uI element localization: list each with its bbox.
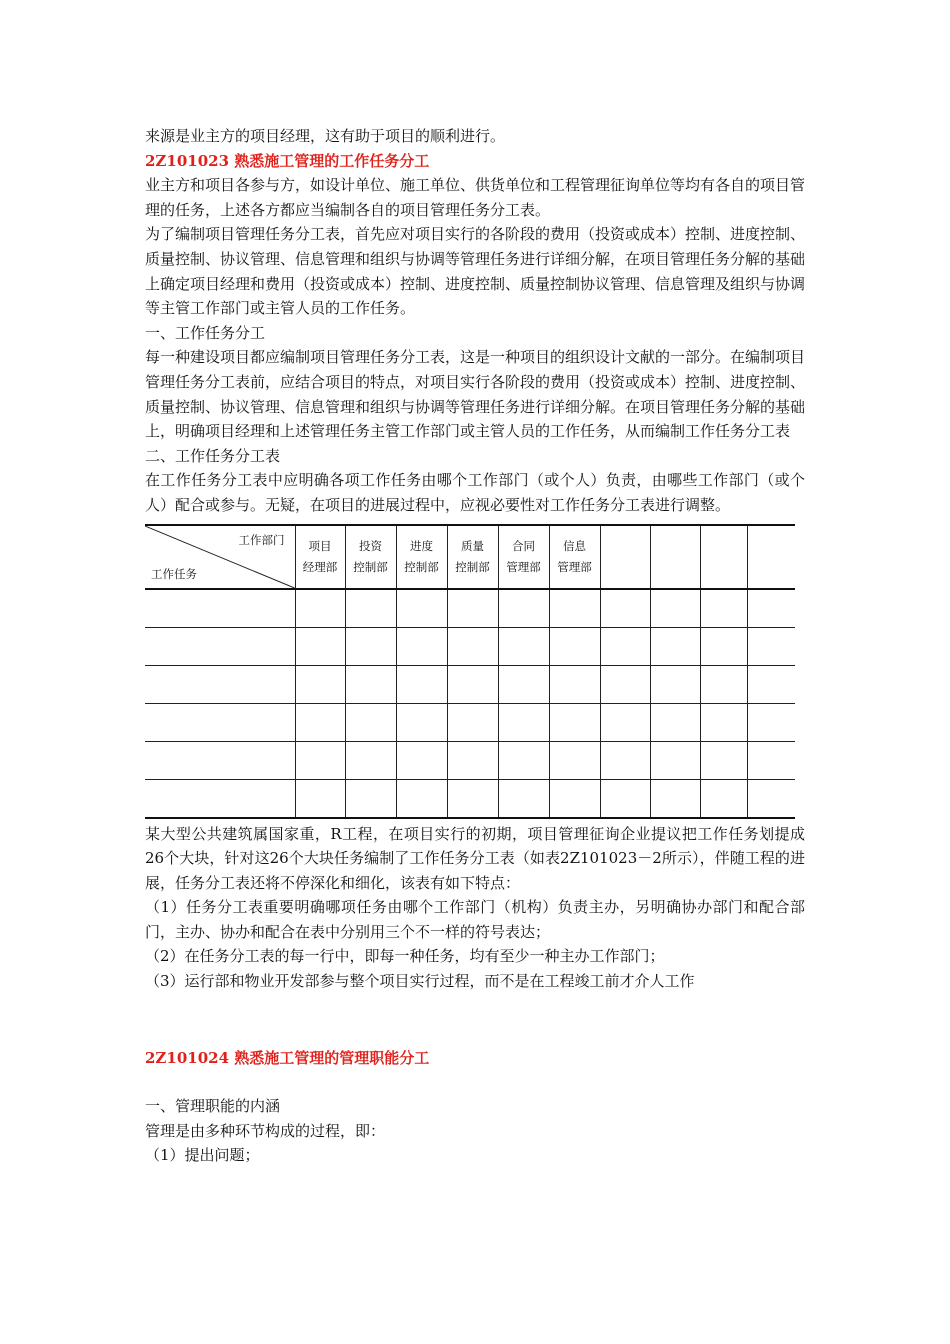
table-cell (145, 741, 295, 779)
table-cell (345, 589, 396, 628)
table-cell (145, 779, 295, 818)
table-cell (145, 589, 295, 628)
table-cell (600, 703, 650, 741)
column-header-cell (498, 525, 549, 589)
table-cell (600, 741, 650, 779)
table-cell (747, 665, 795, 703)
table-cell (498, 779, 549, 818)
column-header-cell (295, 525, 345, 589)
column-header-cell (549, 525, 600, 589)
table-cell (600, 627, 650, 665)
column-header-cell (600, 525, 650, 589)
table-cell (396, 627, 447, 665)
list-item: （2）在任务分工表的每一行中，即每一种任务，均有至少一种主办工作部门； (145, 947, 665, 966)
table-cell (295, 741, 345, 779)
column-header-cell (345, 525, 396, 589)
subheading: 一、管理职能的内涵 (145, 1097, 281, 1116)
task-division-table (145, 524, 795, 820)
column-header-line: 控制部 (455, 559, 490, 574)
table-cell (498, 589, 549, 628)
subheading: 二、工作任务分工表 (145, 446, 281, 465)
table-cell (700, 589, 747, 628)
table-cell (600, 665, 650, 703)
table-cell (396, 703, 447, 741)
column-header-cell (447, 525, 498, 589)
column-header-line: 项目 (308, 538, 332, 553)
table-cell (396, 589, 447, 628)
table-cell (345, 665, 396, 703)
table-cell (396, 741, 447, 779)
paragraph: 某大型公共建筑属国家重，R工程，在项目实行的初期，项目管理征询企业提议把工作任务划提成26个大块，针对这26个大块任务编制了工作任务分工表（如表2Z101023－2所示），伴随工程的进展，任务分工表还将不停深化和细化，该表有如下特点： (145, 824, 805, 892)
table-cell (600, 589, 650, 628)
table-cell (650, 741, 700, 779)
table-cell (549, 665, 600, 703)
table-cell (747, 589, 795, 628)
list-item: （1）任务分工表重要明确哪项任务由哪个工作部门（机构）负责主办，另明确协办部门和配合部门，主办、协办和配合在表中分别用三个不一样的符号表达； (145, 898, 805, 941)
table-cell (498, 703, 549, 741)
table-cell (447, 741, 498, 779)
table-cell (498, 627, 549, 665)
corner-header-bottom: 工作任务 (151, 566, 197, 581)
table-cell (447, 665, 498, 703)
paragraph: 管理是由多种环节构成的过程，即： (145, 1121, 386, 1140)
column-header-label (397, 536, 447, 578)
section-heading: 2Z101023 熟悉施工管理的工作任务分工 (145, 151, 430, 170)
table-row (145, 665, 795, 703)
column-header-label (346, 536, 396, 578)
column-header-line: 信息 (563, 538, 586, 553)
table-cell (650, 779, 700, 818)
table-cell (447, 779, 498, 818)
table-cell (345, 779, 396, 818)
table-cell (650, 703, 700, 741)
table-cell (345, 703, 396, 741)
document-page (145, 124, 805, 1168)
table-cell (345, 627, 396, 665)
column-header-line: 投资 (359, 538, 382, 553)
table-cell (145, 703, 295, 741)
paragraph: 业主方和项目各参与方，如设计单位、施工单位、供货单位和工程管理征询单位等均有各自的项目管理的任务，上述各方都应当编制各自的项目管理任务分工表。 (145, 176, 806, 219)
table-cell (549, 589, 600, 628)
column-header-line: 合同 (512, 538, 535, 553)
table-row (145, 741, 795, 779)
column-header-label (499, 536, 549, 578)
table-cell (498, 665, 549, 703)
table-cell (747, 779, 795, 818)
table-cell (295, 703, 345, 741)
subheading: 一、工作任务分工 (145, 323, 266, 342)
list-item: （3）运行部和物业开发部参与整个项目实行过程，而不是在工程竣工前才介人工作 (145, 972, 695, 991)
table-cell (747, 703, 795, 741)
column-header-line: 控制部 (353, 559, 388, 574)
table-cell (345, 741, 396, 779)
table-cell (498, 741, 549, 779)
task-table (145, 524, 795, 819)
table-cell (447, 627, 498, 665)
table-cell (549, 779, 600, 818)
table-cell (650, 627, 700, 665)
table-cell (600, 779, 650, 818)
column-header-cell (747, 525, 795, 589)
table-cell (396, 779, 447, 818)
column-header-label (448, 536, 498, 578)
table-cell (295, 589, 345, 628)
table-cell (295, 665, 345, 703)
table-row (145, 703, 795, 741)
table-cell (700, 779, 747, 818)
table-cell (747, 741, 795, 779)
table-cell (650, 665, 700, 703)
column-header-cell (700, 525, 747, 589)
table-cell (700, 703, 747, 741)
paragraph: 在工作任务分工表中应明确各项工作任务由哪个工作部门（或个人）负责，由哪些工作部门（或个人）配合或参与。无疑，在项目的进展过程中，应视必要性对工作任务分工表进行调整。 (145, 471, 805, 514)
column-header-line: 管理部 (557, 559, 592, 574)
table-row (145, 779, 795, 818)
section-heading: 2Z101024 熟悉施工管理的管理职能分工 (145, 1048, 430, 1067)
column-header-line: 进度 (410, 538, 433, 553)
table-cell (447, 703, 498, 741)
table-cell (295, 779, 345, 818)
column-header-line: 管理部 (506, 559, 541, 574)
table-cell (700, 627, 747, 665)
table-cell (650, 589, 700, 628)
column-header-label (296, 536, 345, 578)
table-cell (747, 627, 795, 665)
column-header-cell (396, 525, 447, 589)
corner-header-top: 工作部门 (238, 532, 285, 547)
table-row (145, 627, 795, 665)
column-header-line: 质量 (461, 538, 484, 553)
table-cell (549, 627, 600, 665)
list-item: （1）提出问题； (145, 1146, 260, 1165)
table-cell (145, 665, 295, 703)
column-header-label (550, 536, 600, 578)
table-cell (549, 703, 600, 741)
table-cell (396, 665, 447, 703)
table-cell (447, 589, 498, 628)
column-header-line: 控制部 (404, 559, 439, 574)
table-cell (295, 627, 345, 665)
table-cell (700, 665, 747, 703)
column-header-line: 经理部 (302, 559, 338, 574)
table-cell (700, 741, 747, 779)
paragraph: 为了编制项目管理任务分工表，首先应对项目实行的各阶段的费用（投资或成本）控制、进度控制、质量控制、协议管理、信息管理和组织与协调等管理任务进行详细分解，在项目管理任务分解的基础上确定项目经理和费用（投资或成本）控制、进度控制、质量控制协议管理、信息管理及组织与协调等主管工作部门或主管人员的工作任务。 (145, 225, 806, 318)
paragraph: 来源是业主方的项目经理，这有助于项目的顺利进行。 (145, 127, 506, 145)
table-corner-cell (145, 525, 295, 589)
table-row (145, 589, 795, 628)
table-cell (549, 741, 600, 779)
table-cell (145, 627, 295, 665)
paragraph: 每一种建设项目都应编制项目管理任务分工表，这是一种项目的组织设计文献的一部分。在编制项目管理任务分工表前，应结合项目的特点，对项目实行各阶段的费用（投资或成本）控制、进度控制、质量控制、协议管理、信息管理和组织与协调等管理任务进行详细分解。在项目管理任务分解的基础上，明确项目经理和上述管理任务主管工作部门或主管人员的工作任务，从而编制工作任务分工表 (145, 348, 806, 441)
column-header-cell (650, 525, 700, 589)
